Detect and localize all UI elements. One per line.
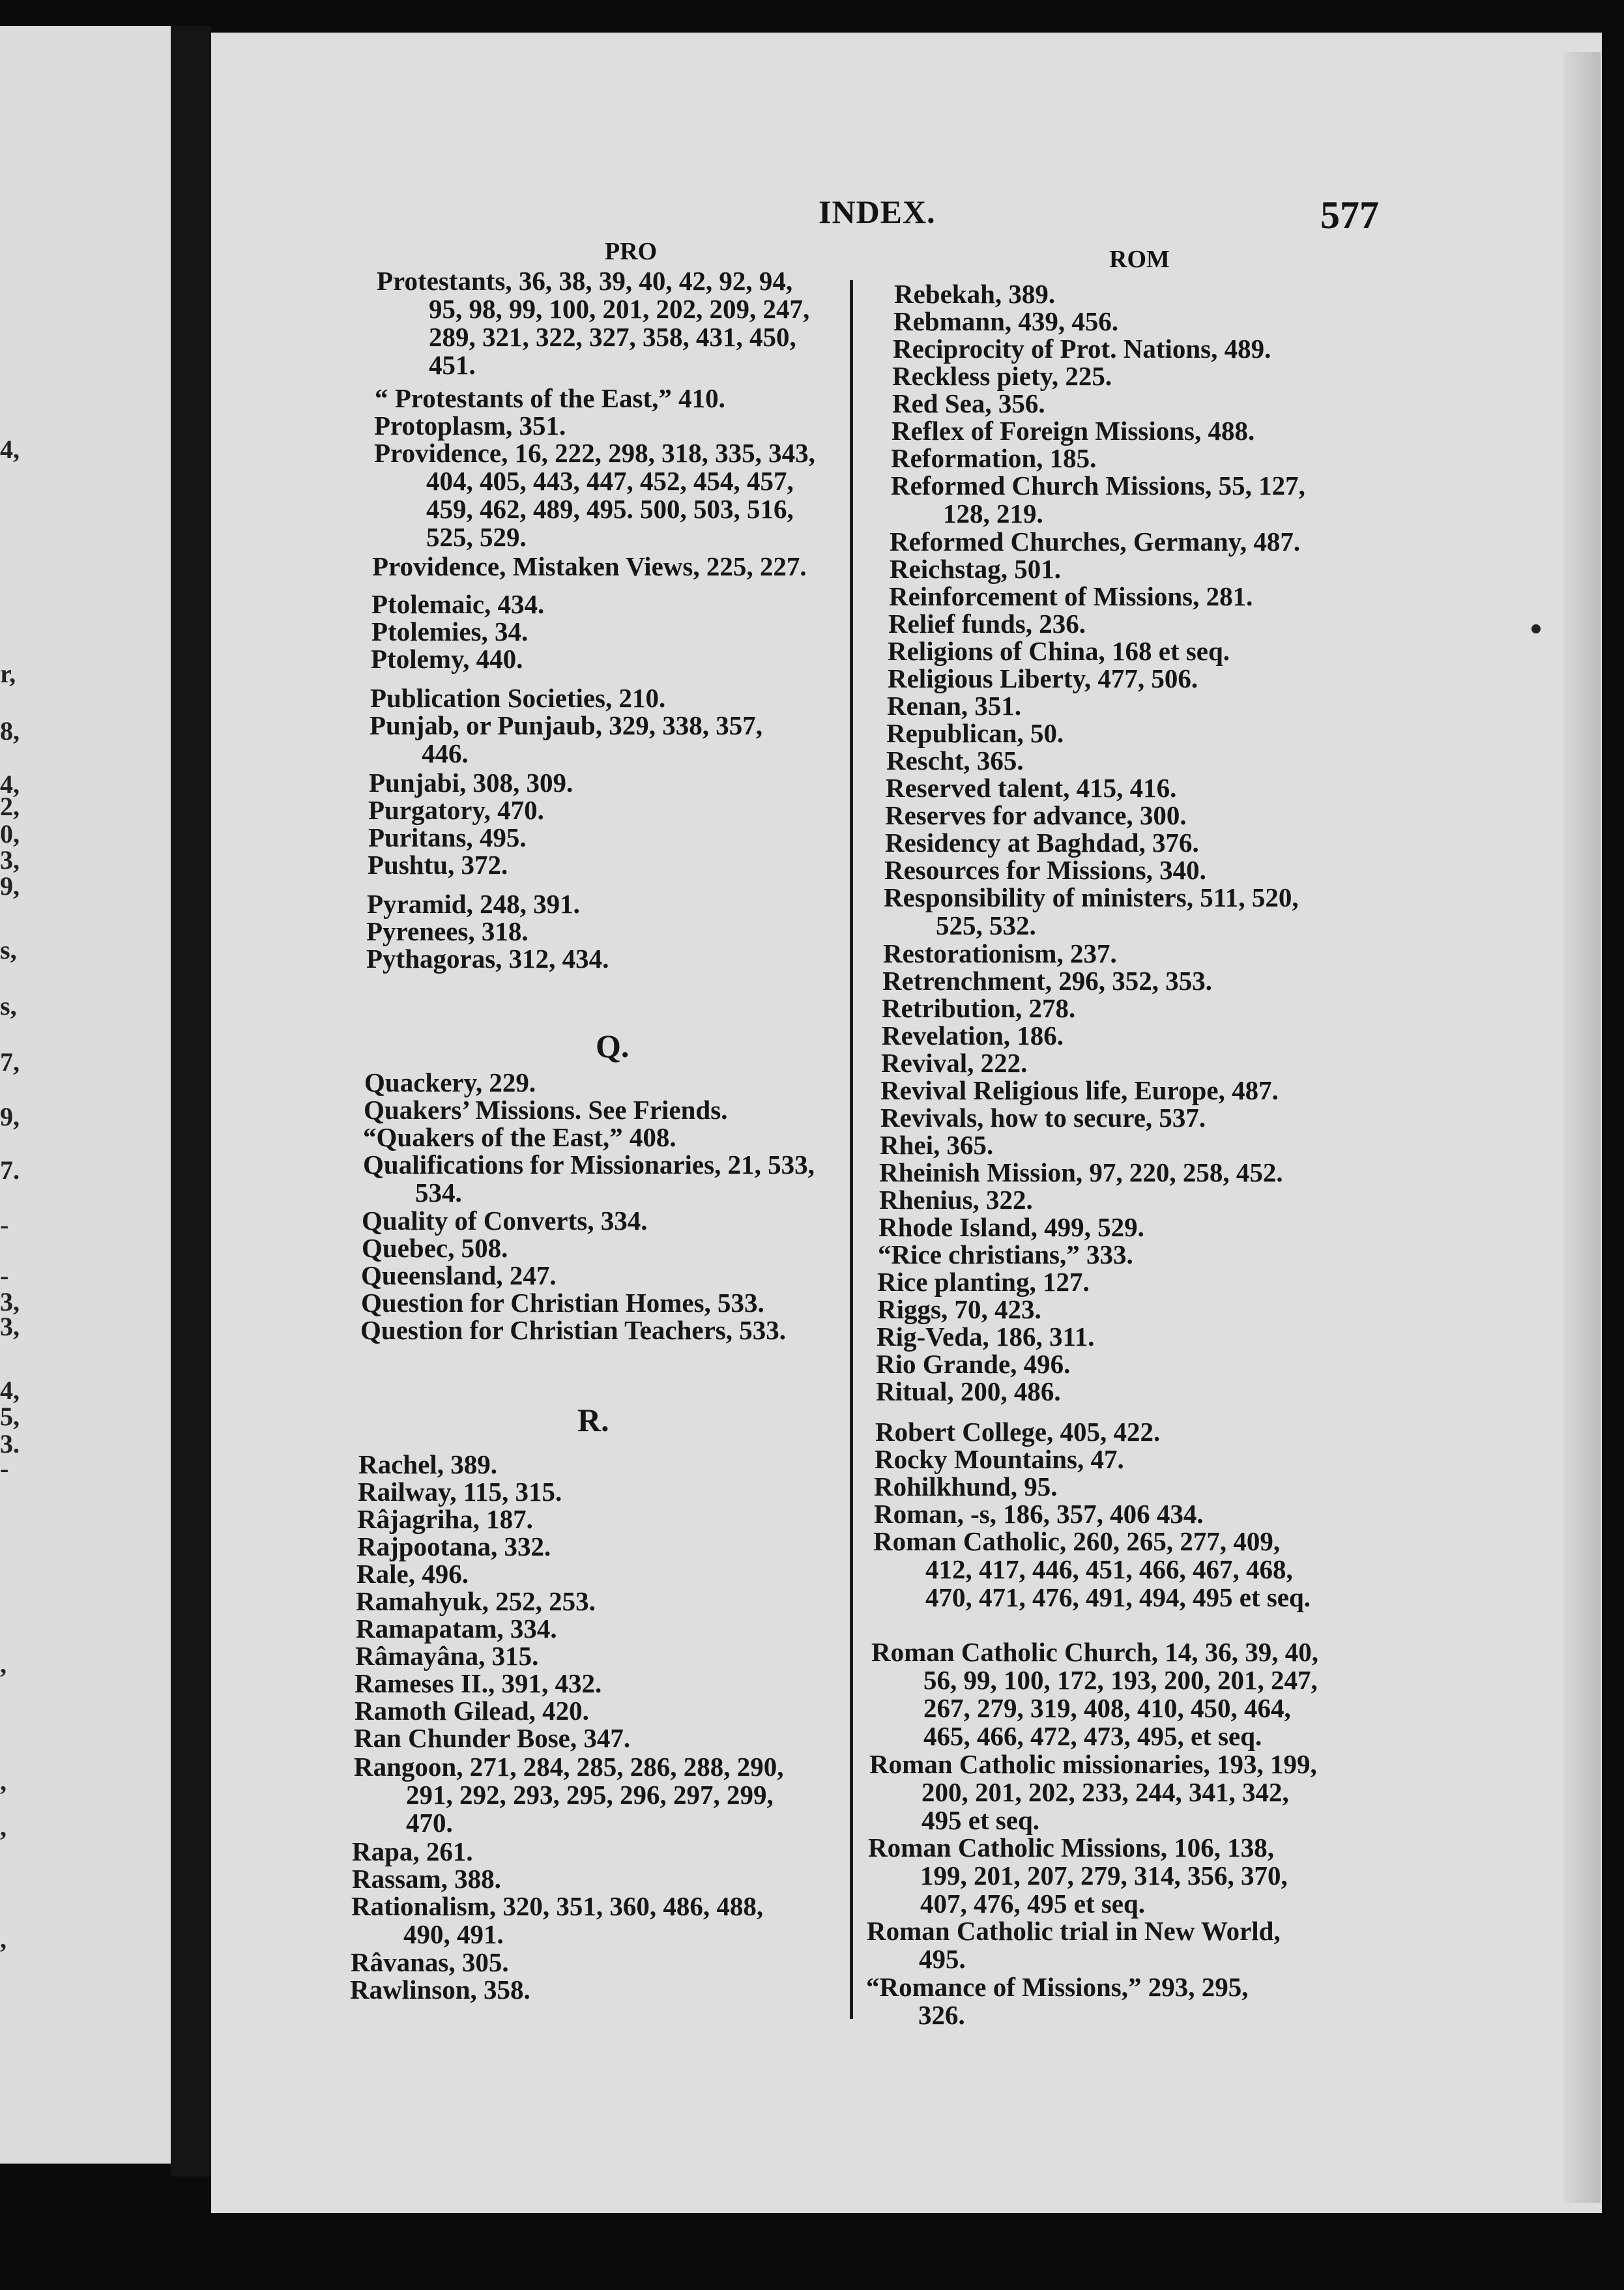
index-entry-heading: Roman Catholic Church, 14, 36, 39, 40, (871, 1637, 1319, 1667)
index-entry (885, 802, 1187, 830)
index-entry-continuation: 470, 471, 476, 491, 494, 495 et seq. (925, 1582, 1311, 1612)
section-letter: R. (577, 1402, 609, 1438)
index-entry-heading: Providence, 16, 222, 298, 318, 335, 343, (374, 438, 815, 468)
index-entry (874, 1473, 1057, 1501)
index-entry-continuation: 495 et seq. (921, 1805, 1040, 1835)
index-entry-continuation: 199, 201, 207, 279, 314, 356, 370, (920, 1861, 1288, 1891)
index-entry-continuation: 490, 491. (403, 1919, 504, 1949)
index-entry-heading: Rohilkhund, 95. (874, 1471, 1058, 1501)
index-entry (882, 994, 1075, 1022)
facing-page-fragment: 3, (0, 1287, 20, 1316)
index-entry (871, 1638, 1318, 1750)
page-number: 577 (1320, 194, 1379, 237)
index-entry-heading: Responsibility of ministers, 511, 520, (884, 882, 1299, 912)
index-entry-heading: Reciprocity of Prot. Nations, 489. (893, 334, 1271, 364)
index-entry-heading: Pyrenees, 318. (366, 916, 529, 946)
facing-page-fragment: 9, (0, 871, 20, 901)
facing-page-fragment: 7, (0, 1047, 20, 1077)
index-entry-heading: Queensland, 247. (361, 1260, 557, 1290)
index-entry-heading: Protestants, 36, 38, 39, 40, 42, 92, 94, (377, 266, 793, 296)
index-entry-heading: Rassam, 388. (352, 1864, 501, 1894)
index-entry-heading: Reichstag, 501. (890, 554, 1062, 584)
facing-page-fragment: 4, (0, 1376, 20, 1405)
index-entry (883, 940, 1117, 968)
index-entry-heading: Quackery, 229. (364, 1067, 536, 1097)
index-entry-heading: Ramahyuk, 252, 253. (356, 1586, 596, 1616)
running-header-title: INDEX. (819, 194, 936, 230)
index-entry (886, 719, 1064, 747)
index-entry-heading: Quality of Converts, 334. (362, 1206, 648, 1236)
index-entry (880, 1077, 1279, 1105)
facing-page-fragment: , (0, 1812, 7, 1842)
index-entry-heading: Purgatory, 470. (368, 795, 544, 825)
index-entry (876, 1350, 1070, 1378)
index-entry-heading: Ptolemaic, 434. (371, 589, 545, 619)
index-entry (869, 1750, 1317, 1834)
index-entry-continuation: 267, 279, 319, 408, 410, 450, 464, (923, 1693, 1291, 1723)
index-entry (880, 1104, 1206, 1132)
index-entry-heading: Revival, 222. (881, 1048, 1028, 1078)
index-entry-heading: Ramoth Gilead, 420. (355, 1696, 589, 1726)
index-entry-heading: Rajpootana, 332. (357, 1531, 551, 1561)
index-entry-heading: Rachel, 389. (358, 1449, 497, 1479)
index-entry-heading: Punjabi, 308, 309. (369, 768, 573, 798)
index-entry-heading: “ Protestants of the East,” 410. (375, 383, 725, 413)
index-entry (886, 774, 1176, 802)
index-entry-continuation: 465, 466, 472, 473, 495, et seq. (923, 1721, 1262, 1751)
index-entry-heading: Pythagoras, 312, 434. (366, 944, 609, 974)
index-entry (887, 692, 1021, 720)
index-entry-heading: Roman Catholic, 260, 265, 277, 409, (873, 1526, 1281, 1556)
index-entry-heading: Ritual, 200, 486. (876, 1376, 1061, 1406)
index-entry-heading: Roman Catholic trial in New World, (867, 1916, 1281, 1946)
facing-page-fragment: , (0, 1924, 7, 1954)
index-entry (893, 335, 1271, 363)
index-entry-heading: Residency at Baghdad, 376. (885, 828, 1199, 858)
index-entry-heading: Riggs, 70, 423. (877, 1294, 1041, 1324)
facing-page-fragment: - (0, 1261, 9, 1290)
index-entry-heading: Rheinish Mission, 97, 220, 258, 452. (879, 1157, 1283, 1187)
index-entry-heading: Red Sea, 356. (892, 388, 1045, 418)
index-entry-heading: Rescht, 365. (886, 746, 1024, 775)
index-entry-heading: Restorationism, 237. (883, 938, 1117, 968)
index-entry-heading: Revelation, 186. (882, 1021, 1064, 1051)
index-entry-heading: Reformed Churches, Germany, 487. (890, 527, 1301, 557)
index-entry-continuation: 56, 99, 100, 172, 193, 200, 201, 247, (923, 1665, 1318, 1695)
facing-page-fragment: 3, (0, 1312, 20, 1341)
index-entry (875, 1418, 1160, 1446)
index-entry (891, 472, 1305, 528)
index-entry-heading: Railway, 115, 315. (358, 1477, 562, 1507)
index-entry (873, 1528, 1311, 1612)
index-entry-heading: Râvanas, 305. (351, 1947, 509, 1977)
index-entry (885, 829, 1199, 857)
index-entry-heading: Reinforcement of Missions, 281. (889, 581, 1253, 611)
index-entry-continuation: 459, 462, 489, 495. 500, 503, 516, (426, 494, 794, 524)
index-entry-continuation: 525, 529. (426, 522, 527, 552)
page-edge-shadow (1564, 52, 1601, 2203)
facing-page-fragment: - (0, 1454, 9, 1483)
facing-page-fragment: , (0, 1649, 7, 1679)
index-entry (874, 1500, 1204, 1528)
index-entry-heading: Retribution, 278. (882, 993, 1076, 1023)
index-entry (892, 362, 1112, 390)
facing-page-fragment: s, (0, 935, 17, 964)
index-entry (878, 1241, 1133, 1269)
index-entry-heading: Quakers’ Missions. See Friends. (364, 1095, 728, 1125)
index-entry-heading: “Romance of Missions,” 293, 295, (866, 1972, 1249, 2002)
facing-page-fragment: 9, (0, 1102, 20, 1131)
index-entry (877, 1268, 1090, 1296)
index-entry-heading: Robert College, 405, 422. (875, 1417, 1161, 1447)
index-entry-heading: Rale, 496. (356, 1559, 469, 1589)
index-entry-continuation: 446. (422, 738, 469, 768)
index-entry-continuation: 291, 292, 293, 295, 296, 297, 299, (406, 1780, 774, 1810)
index-entry-heading: Rhenius, 322. (879, 1185, 1033, 1215)
index-entry (891, 444, 1096, 472)
index-entry-heading: “Quakers of the East,” 408. (363, 1122, 676, 1152)
index-entry (884, 856, 1206, 884)
index-entry-heading: Rebmann, 439, 456. (893, 306, 1119, 336)
index-entry-heading: Ptolemies, 34. (371, 616, 529, 646)
index-entry (890, 528, 1300, 556)
facing-page-fragment: 3. (0, 1429, 20, 1458)
index-entry-heading: Ptolemy, 440. (371, 644, 523, 674)
index-entry-heading: Rangoon, 271, 284, 285, 286, 288, 290, (354, 1752, 784, 1782)
index-entry-heading: Rio Grande, 496. (876, 1349, 1071, 1379)
index-entry-continuation: 326. (918, 2000, 965, 2030)
index-entry-heading: Roman Catholic missionaries, 193, 199, (869, 1749, 1317, 1779)
index-entry (889, 583, 1253, 611)
index-entry-heading: Relief funds, 236. (888, 609, 1086, 639)
index-entry (867, 1917, 1281, 1973)
index-entry-heading: Râmayâna, 315. (355, 1641, 539, 1671)
facing-page-fragment: 7. (0, 1155, 20, 1185)
index-entry (868, 1834, 1288, 1918)
facing-page-fragment: 4, (0, 770, 20, 799)
index-entry-heading: Reformed Church Missions, 55, 127, (891, 471, 1305, 500)
index-entry (886, 747, 1024, 775)
index-entry (888, 665, 1198, 693)
index-entry (880, 1131, 993, 1159)
facing-page-fragment: - (0, 1210, 9, 1239)
index-entry (892, 390, 1045, 418)
index-entry-heading: Rhode Island, 499, 529. (878, 1212, 1144, 1242)
index-entry-heading: Republican, 50. (886, 718, 1064, 748)
index-entry-heading: Resources for Missions, 340. (884, 855, 1206, 885)
index-entry (894, 280, 1055, 308)
index-entry-heading: Rocky Mountains, 47. (875, 1444, 1124, 1474)
index-entry-heading: Roman Catholic Missions, 106, 138, (868, 1833, 1275, 1862)
index-entry-heading: Reckless piety, 225. (892, 361, 1112, 391)
index-entry-continuation: 534. (415, 1178, 462, 1208)
index-entry (878, 1213, 1144, 1241)
facing-page-fragment: , (0, 1767, 7, 1796)
index-entry-heading: Pushtu, 372. (368, 850, 508, 880)
facing-page-fragment: 2, (0, 792, 20, 821)
index-entry-continuation: 289, 321, 322, 327, 358, 431, 450, (429, 322, 796, 352)
index-entry-continuation: 128, 219. (943, 499, 1043, 529)
index-entry-continuation: 495. (919, 1944, 966, 1974)
index-entry (882, 967, 1212, 995)
index-entry-heading: Reserves for advance, 300. (885, 800, 1187, 830)
section-letter: Q. (596, 1028, 630, 1064)
index-entry-heading: Question for Christian Homes, 533. (361, 1288, 764, 1318)
index-entry-heading: Rawlinson, 358. (350, 1975, 530, 2005)
index-entry-continuation: 200, 201, 202, 233, 244, 341, 342, (921, 1777, 1289, 1807)
guide-word-left: PRO (605, 238, 658, 265)
index-entry-heading: Rapa, 261. (352, 1836, 473, 1866)
index-entry (875, 1445, 1124, 1473)
facing-page-fragment: 0, (0, 819, 20, 848)
facing-page-fragment: s, (0, 991, 17, 1021)
index-entry-continuation: 407, 476, 495 et seq. (920, 1889, 1146, 1919)
index-entry-heading: Rig-Veda, 186, 311. (877, 1322, 1095, 1352)
index-entry-heading: Religious Liberty, 477, 506. (888, 663, 1198, 693)
index-entry (876, 1378, 1061, 1406)
facing-page-fragment: 5, (0, 1402, 20, 1431)
index-entry-heading: Ramapatam, 334. (356, 1614, 557, 1644)
index-entry (877, 1323, 1095, 1351)
ink-speck (1531, 624, 1541, 633)
index-entry (892, 417, 1254, 445)
index-entry-heading: Reflex of Foreign Missions, 488. (892, 416, 1255, 446)
index-entry-continuation: 525, 532. (936, 910, 1036, 940)
index-entry-heading: Rebekah, 389. (894, 279, 1056, 309)
index-entry-heading: Protoplasm, 351. (374, 411, 566, 441)
index-entry (882, 1022, 1064, 1050)
index-entry-heading: Punjab, or Punjaub, 329, 338, 357, (370, 710, 762, 740)
index-entry-heading: Roman, -s, 186, 357, 406 434. (874, 1499, 1204, 1529)
index-entry (877, 1296, 1041, 1324)
index-entry-heading: Retrenchment, 296, 352, 353. (882, 966, 1212, 996)
index-entry (888, 610, 1086, 638)
index-entry-heading: Reserved talent, 415, 416. (886, 773, 1177, 803)
facing-page-fragment: 8, (0, 716, 20, 746)
index-entry-continuation: 470. (406, 1808, 453, 1838)
index-entry-heading: “Rice christians,” 333. (878, 1239, 1133, 1269)
index-entry-heading: Renan, 351. (887, 691, 1022, 721)
index-entry (893, 308, 1118, 336)
index-entry-heading: Rice planting, 127. (877, 1267, 1090, 1297)
index-entry-heading: Râjagriha, 187. (357, 1504, 533, 1534)
index-entry-continuation: 451. (429, 350, 476, 380)
index-entry (881, 1049, 1027, 1077)
facing-page-fragment: 4, (0, 435, 20, 464)
guide-word-right: ROM (1109, 246, 1170, 273)
index-entry (888, 637, 1230, 665)
index-entry-continuation: 412, 417, 446, 451, 466, 467, 468, (925, 1554, 1293, 1584)
index-entry-heading: Puritans, 495. (368, 822, 527, 852)
index-entry-heading: Revivals, how to secure, 537. (880, 1103, 1206, 1133)
index-entry-heading: Providence, Mistaken Views, 225, 227. (372, 551, 807, 581)
column-divider (850, 280, 853, 2019)
index-entry-heading: Qualifications for Missionaries, 21, 533, (363, 1150, 815, 1180)
index-entry-heading: Pyramid, 248, 391. (367, 889, 580, 919)
index-entry-heading: Reformation, 185. (891, 443, 1097, 473)
index-entry (890, 555, 1061, 583)
index-entry (884, 884, 1299, 940)
index-entry-heading: Religions of China, 168 et seq. (888, 636, 1230, 666)
facing-page-fragment: 3, (0, 845, 20, 875)
index-entry-heading: Ran Chunder Bose, 347. (354, 1723, 631, 1753)
index-entry-heading: Rhei, 365. (880, 1130, 994, 1160)
index-entry (866, 1973, 1249, 2029)
index-entry (879, 1186, 1033, 1214)
index-entry-heading: Quebec, 508. (362, 1233, 508, 1263)
index-entry-heading: Publication Societies, 210. (370, 683, 666, 713)
index-entry-continuation: 95, 98, 99, 100, 201, 202, 209, 247, (429, 294, 810, 324)
index-entry-heading: Rationalism, 320, 351, 360, 486, 488, (351, 1891, 764, 1921)
index-entry-heading: Question for Christian Teachers, 533. (360, 1315, 786, 1345)
index-entry-continuation: 404, 405, 443, 447, 452, 454, 457, (426, 466, 794, 496)
index-entry (879, 1159, 1283, 1187)
facing-page-fragment: r, (0, 659, 16, 688)
index-entry-heading: Rameses II., 391, 432. (355, 1668, 602, 1698)
index-entry-heading: Revival Religious life, Europe, 487. (880, 1075, 1279, 1105)
